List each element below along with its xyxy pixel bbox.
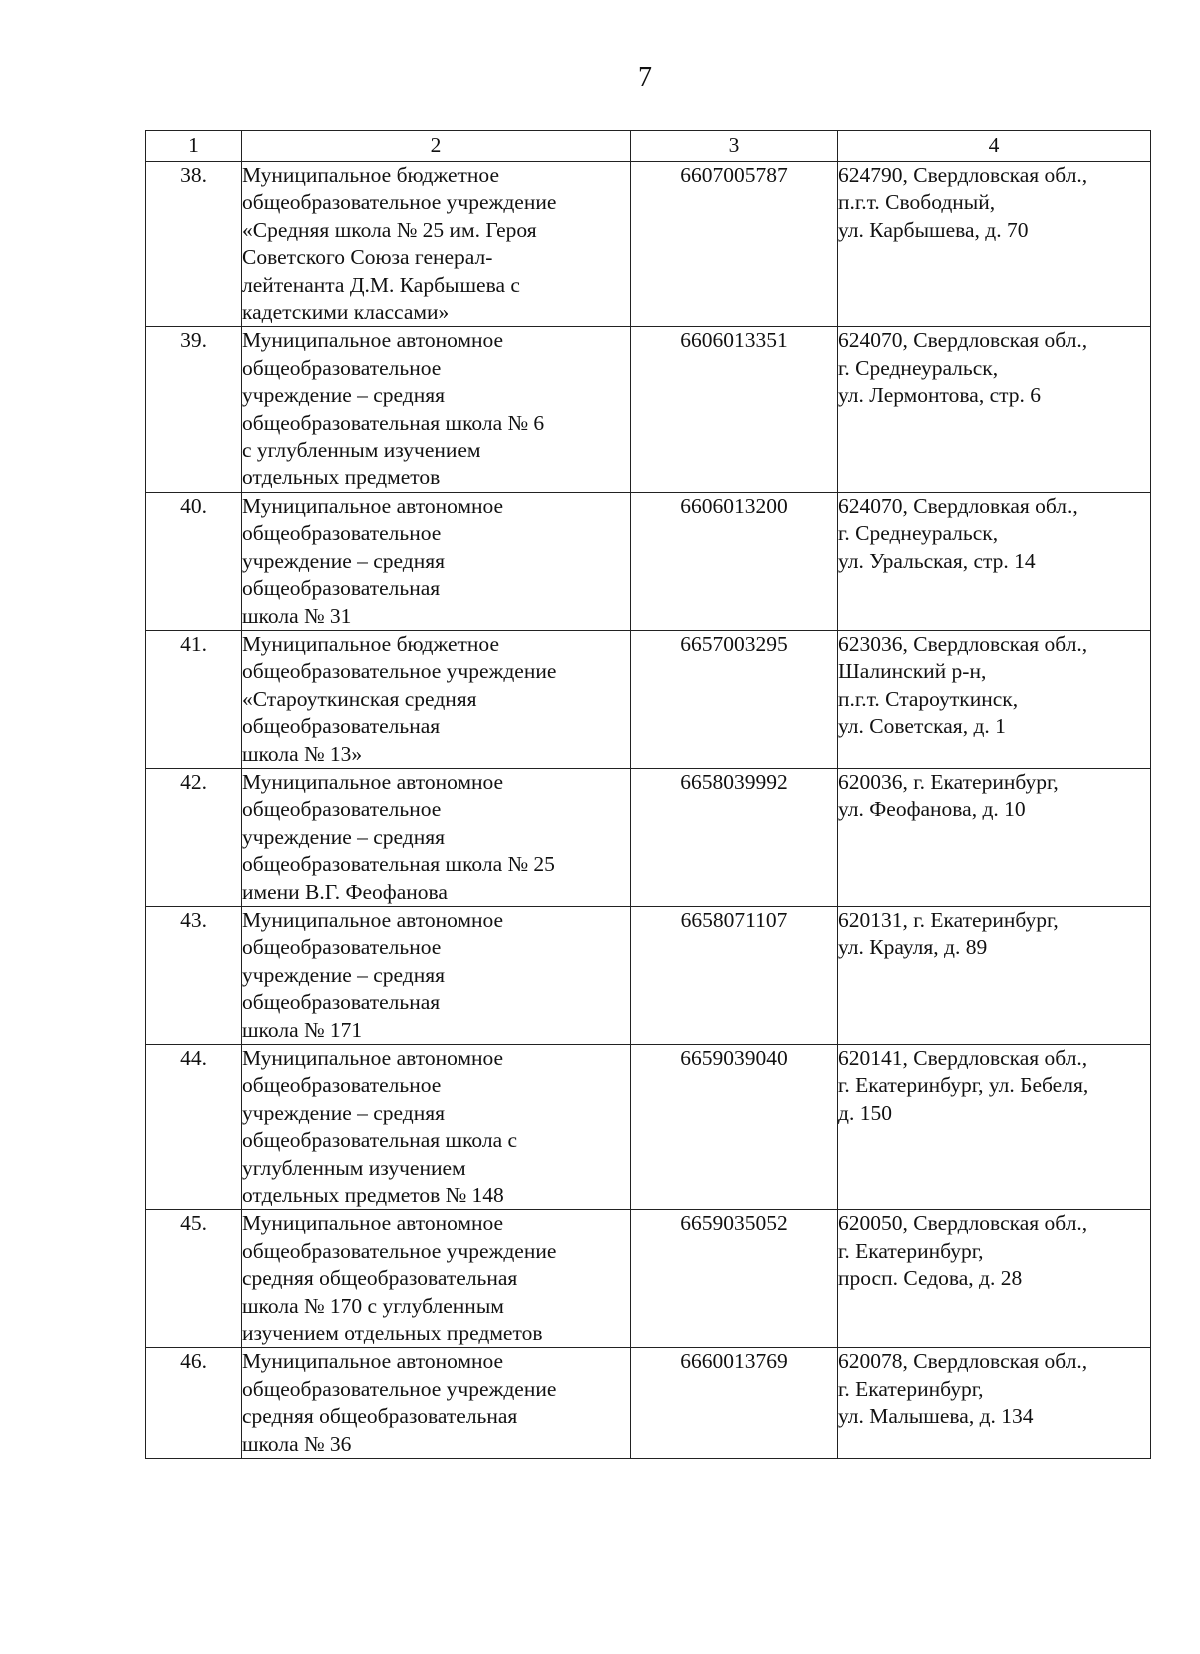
address (838, 1210, 1151, 1348)
institution-name-line: общеобразовательное (242, 1073, 442, 1098)
institution-name-line: отдельных предметов № 148 (242, 1183, 504, 1208)
inn-code: 6658039992 (631, 768, 838, 906)
institution-name (242, 1210, 631, 1348)
address-line: п.г.т. Староуткинск, (838, 686, 1019, 711)
address (838, 492, 1151, 630)
institution-name (242, 492, 631, 630)
table-row (146, 492, 1151, 630)
inn-code: 6657003295 (631, 630, 838, 768)
institution-name-line: школа № 31 (242, 603, 352, 628)
institution-name-line: с углубленным изучением (242, 438, 481, 463)
inn-code: 6607005787 (631, 162, 838, 327)
inn-code: 6659039040 (631, 1045, 838, 1210)
institution-name-line: общеобразовательная школа № 25 (242, 852, 555, 877)
address-line: ул. Лермонтова, стр. 6 (838, 383, 1042, 408)
institution-name-line: школа № 170 с углубленным (242, 1293, 504, 1318)
table-row (146, 1045, 1151, 1210)
address-line: 620050, Свердловская обл., (838, 1211, 1088, 1236)
institution-name-line: Муниципальное автономное (242, 493, 504, 518)
institution-name-line: общеобразовательная школа с (242, 1128, 518, 1153)
institution-name-line: общеобразовательное учреждение (242, 1376, 557, 1401)
address-line: п.г.т. Свободный, (838, 190, 996, 215)
institution-name-line: общеобразовательное (242, 935, 442, 960)
table-row (146, 1210, 1151, 1348)
row-number: 39. (146, 327, 242, 492)
institution-name-line: учреждение – средняя (242, 824, 446, 849)
institution-name-line: Муниципальное автономное (242, 907, 504, 932)
address-line: Шалинский р-н, (838, 659, 987, 684)
row-number: 40. (146, 492, 242, 630)
address (838, 327, 1151, 492)
address-line: г. Екатеринбург, (838, 1376, 984, 1401)
address-line: 620131, г. Екатеринбург, (838, 907, 1059, 932)
institution-name-line: кадетскими классами» (242, 300, 450, 325)
institution-name-line: общеобразовательная школа № 6 (242, 410, 545, 435)
institution-name-line: учреждение – средняя (242, 962, 446, 987)
address-line: ул. Советская, д. 1 (838, 714, 1006, 739)
institution-name-line: Муниципальное бюджетное (242, 163, 499, 187)
address-line: г. Среднеуральск, (838, 355, 999, 380)
institution-name-line: учреждение – средняя (242, 1100, 446, 1125)
table-row (146, 162, 1151, 327)
institution-name-line: Муниципальное автономное (242, 1349, 504, 1374)
row-number: 41. (146, 630, 242, 768)
institution-name (242, 1348, 631, 1459)
table-row (146, 327, 1151, 492)
address-line: 623036, Свердловская обл., (838, 631, 1088, 656)
table-row (146, 630, 1151, 768)
institution-name-line: Муниципальное бюджетное (242, 631, 499, 656)
institution-name-line: углубленным изучением (242, 1155, 466, 1180)
address (838, 162, 1151, 327)
address-line: г. Екатеринбург, ул. Бебеля, (838, 1073, 1089, 1098)
institution-name-line: общеобразовательная (242, 714, 441, 739)
institution-name-line: школа № 13» (242, 741, 363, 766)
inn-code: 6658071107 (631, 906, 838, 1044)
header-row (146, 131, 1151, 162)
institution-name-line: учреждение – средняя (242, 383, 446, 408)
column-header-3: 3 (631, 131, 838, 162)
institution-name-line: Муниципальное автономное (242, 328, 504, 353)
address-line: 620141, Свердловская обл., (838, 1046, 1088, 1070)
page-number: 7 (638, 62, 652, 93)
inn-code: 6660013769 (631, 1348, 838, 1459)
row-number: 43. (146, 906, 242, 1044)
inn-code: 6659035052 (631, 1210, 838, 1348)
row-number: 44. (146, 1045, 242, 1210)
address-line: ул. Феофанова, д. 10 (838, 797, 1026, 822)
address-line: 620036, г. Екатеринбург, (838, 769, 1059, 794)
inn-code: 6606013351 (631, 327, 838, 492)
institution-name (242, 630, 631, 768)
address-line: 620078, Свердловская обл., (838, 1349, 1088, 1374)
table-body (146, 162, 1151, 1459)
address (838, 1348, 1151, 1459)
address (838, 906, 1151, 1044)
institution-name-line: средняя общеобразовательная (242, 1266, 518, 1291)
row-number: 42. (146, 768, 242, 906)
institution-name-line: изучением отдельных предметов (242, 1321, 543, 1346)
address-line: 624790, Свердловская обл., (838, 163, 1088, 187)
institution-name-line: средняя общеобразовательная (242, 1404, 518, 1429)
institution-name-line: Муниципальное автономное (242, 769, 504, 794)
institution-name-line: Муниципальное автономное (242, 1211, 504, 1236)
institution-name-line: общеобразовательная (242, 576, 441, 601)
institution-name-line: общеобразовательная (242, 990, 441, 1015)
institution-name-line: имени В.Г. Феофанова (242, 879, 448, 904)
column-header-2: 2 (242, 131, 631, 162)
institution-name (242, 327, 631, 492)
institution-name-line: школа № 171 (242, 1017, 363, 1042)
address (838, 768, 1151, 906)
address-line: 624070, Свердловкая обл., (838, 493, 1078, 518)
table-row (146, 768, 1151, 906)
address-line: ул. Малышева, д. 134 (838, 1404, 1034, 1429)
institution-name-line: «Средняя школа № 25 им. Героя (242, 217, 537, 242)
address-line: ул. Уральская, стр. 14 (838, 548, 1036, 573)
address-line: д. 150 (838, 1100, 892, 1125)
institution-name-line: учреждение – средняя (242, 548, 446, 573)
institution-name-line: общеобразовательное учреждение (242, 190, 557, 215)
institution-name (242, 1045, 631, 1210)
address-line: г. Екатеринбург, (838, 1238, 984, 1263)
institution-name-line: отдельных предметов (242, 465, 441, 490)
institution-name-line: общеобразовательное (242, 521, 442, 546)
address (838, 630, 1151, 768)
address-line: просп. Седова, д. 28 (838, 1266, 1023, 1291)
row-number: 45. (146, 1210, 242, 1348)
column-header-1: 1 (146, 131, 242, 162)
row-number: 38. (146, 162, 242, 327)
address (838, 1045, 1151, 1210)
inn-code: 6606013200 (631, 492, 838, 630)
institution-name-line: школа № 36 (242, 1431, 352, 1456)
table-row (146, 1348, 1151, 1459)
institution-name-line: общеобразовательное (242, 797, 442, 822)
address-line: ул. Крауля, д. 89 (838, 935, 988, 960)
institution-name-line: Советского Союза генерал- (242, 245, 493, 270)
address-line: г. Среднеуральск, (838, 521, 999, 546)
institution-name (242, 906, 631, 1044)
institution-name (242, 768, 631, 906)
schools-table (145, 130, 1151, 1459)
address-line: ул. Карбышева, д. 70 (838, 217, 1029, 242)
table-row (146, 906, 1151, 1044)
institution-name-line: «Староуткинская средняя (242, 686, 477, 711)
institution-name-line: общеобразовательное учреждение (242, 1238, 557, 1263)
address-line: 624070, Свердловская обл., (838, 328, 1088, 353)
institution-name (242, 162, 631, 327)
institution-name-line: общеобразовательное учреждение (242, 659, 557, 684)
row-number: 46. (146, 1348, 242, 1459)
column-header-4: 4 (838, 131, 1151, 162)
institution-name-line: Муниципальное автономное (242, 1046, 504, 1070)
institution-name-line: общеобразовательное (242, 355, 442, 380)
institution-name-line: лейтенанта Д.М. Карбышева с (242, 272, 520, 297)
